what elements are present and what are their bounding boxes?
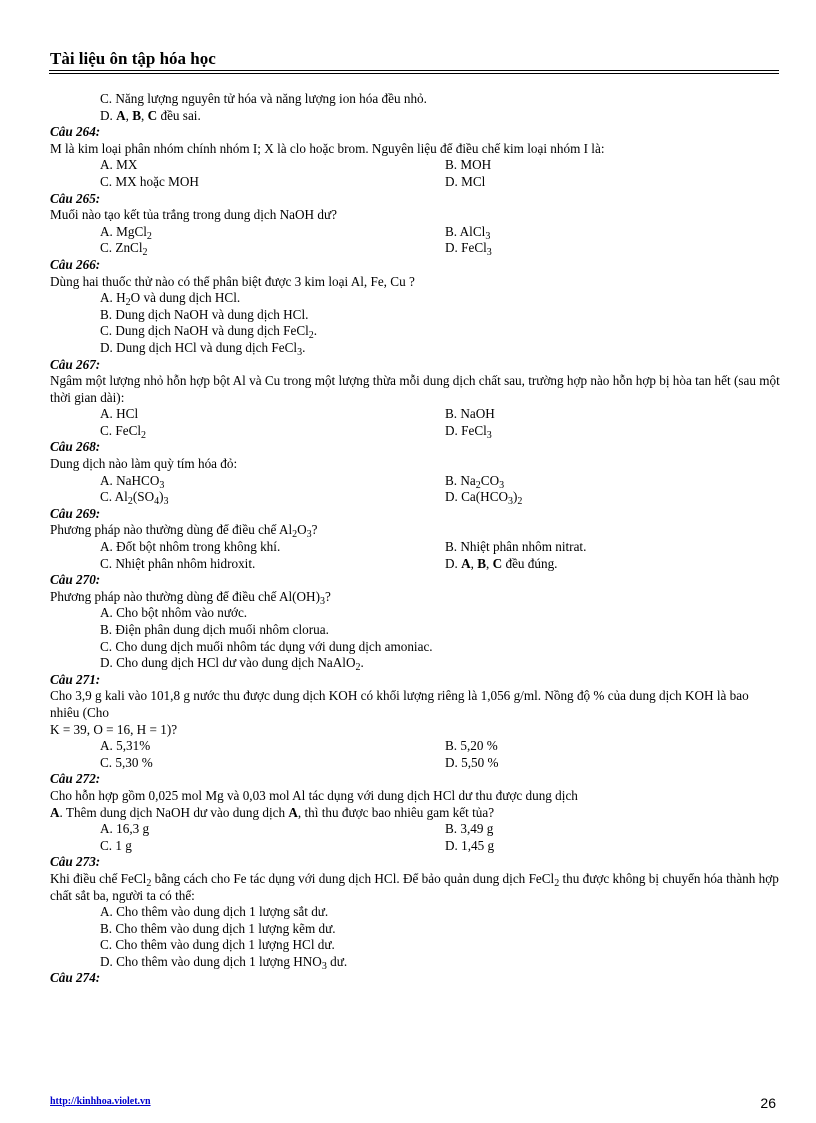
answer-option: B. MOH (445, 157, 492, 173)
option-row (50, 473, 780, 490)
answer-option: B. 3,49 g (445, 821, 494, 837)
answer-option: D. A, B, C đều sai. (100, 107, 201, 123)
answer-option: C. $Al_2(SO_4)_3$ (100, 489, 169, 508)
answer-option: B. Điện phân dung dịch muối nhôm clorua. (100, 622, 329, 637)
question-label: Câu 274: (50, 970, 101, 986)
question-label: Câu 266: (50, 256, 101, 272)
header-rule (49, 70, 779, 71)
answer-option: C. FeCl$_2$ (100, 422, 147, 441)
question-label: Câu 264: (50, 124, 101, 140)
question-stem: Muối nào tạo kết tủa trắng trong dung dịch NaOH dư? (50, 207, 337, 223)
question-list (50, 91, 780, 987)
answer-option: A. Cho thêm vào dung dịch 1 lượng sắt dư. (100, 904, 329, 920)
answer-option: B. Cho thêm vào dung dịch 1 lượng kẽm dư. (100, 920, 336, 936)
answer-option: C. Năng lượng nguyên tử hóa và năng lượng ion hóa đều nhỏ. (100, 91, 427, 106)
answer-option: B. AlCl$_3$ (445, 223, 491, 242)
option-row (50, 556, 780, 573)
answer-option: C. 1 g (100, 837, 132, 853)
header-rule-thin (49, 73, 779, 74)
answer-option: D. Dung dịch HCl và dung dịch FeCl$_3$. (100, 339, 306, 358)
page-title: Tài liệu ôn tập hóa học (50, 49, 216, 68)
answer-option: B. $Na_2CO_3$ (445, 472, 505, 491)
option-row (50, 423, 780, 440)
page-number: 26 (760, 1095, 776, 1111)
option-row (50, 240, 780, 257)
answer-option: A. NaHCO$_3$ (100, 472, 165, 491)
option-row (50, 738, 780, 755)
answer-option: D. FeCl$_3$ (445, 240, 492, 259)
question-label: Câu 267: (50, 356, 101, 372)
answer-option: D. FeCl$_3$ (445, 422, 492, 441)
question-stem: M là kim loại phân nhóm chính nhóm I; X là clo hoặc brom. Nguyên liệu để điều chế kim loại nhóm I là: (50, 140, 605, 156)
option-row (50, 224, 780, 241)
answer-option: C. MX hoặc MOH (100, 173, 199, 189)
answer-option: B. 5,20 % (445, 738, 498, 754)
question-label: Câu 269: (50, 505, 101, 521)
answer-option: C. ZnCl$_2$ (100, 240, 148, 259)
option-row (50, 539, 780, 556)
answer-option: D. 5,50 % (445, 754, 499, 770)
option-row (50, 821, 780, 838)
option-row (50, 755, 780, 772)
answer-option: A. Cho bột nhôm vào nước. (100, 605, 248, 621)
question-stem: Khi điều chế FeCl$_2$ bằng cách cho Fe tác dụng với dung dịch HCl. Để bảo quản dung dịch FeCl$_2$ thu được không bị chuyển hóa thành hợp chất sắt ba, người ta có thể: (50, 870, 779, 903)
question-label: Câu 265: (50, 190, 101, 206)
option-row (50, 174, 780, 191)
answer-option: D. A, B, C đều đúng. (445, 555, 558, 571)
footer-link[interactable]: http://kinhhoa.violet.vn (50, 1096, 151, 1107)
question-label: Câu 272: (50, 771, 101, 787)
question-stem: Cho hỗn hợp gồm 0,025 mol Mg và 0,03 mol Al tác dụng với dung dịch HCl dư thu được dung dịch A. Thêm dung dịch NaOH dư vào dung dịch A, thì thu được bao nhiêu gam kết tủa? (50, 787, 578, 820)
answer-option: A. HCl (100, 406, 139, 422)
answer-option: A. $H_2O$ và dung dịch HCl. (100, 290, 241, 309)
answer-option: A. MgCl$_2$ (100, 223, 152, 242)
answer-option: C. Cho dung dịch muối nhôm tác dụng với dung dịch amoniac. (100, 638, 433, 654)
option-row (50, 489, 780, 506)
question-label: Câu 270: (50, 572, 101, 588)
answer-option: A. Đốt bột nhôm trong không khí. (100, 539, 281, 555)
answer-option: C. 5,30 % (100, 754, 153, 770)
question-stem: Dùng hai thuốc thử nào có thể phân biệt được 3 kim loại Al, Fe, Cu ? (50, 273, 415, 289)
answer-option: D. Cho thêm vào dung dịch 1 lượng $HNO_3$ dư. (100, 953, 348, 972)
answer-option: A. 5,31% (100, 738, 151, 754)
question-stem: Phương pháp nào thường dùng để điều chế $Al_2O_3$? (50, 522, 318, 541)
answer-option: C. Dung dịch NaOH và dung dịch FeCl$_2$. (100, 323, 318, 342)
answer-option: D. 1,45 g (445, 837, 495, 853)
question-stem: Ngâm một lượng nhỏ hỗn hợp bột Al và Cu trong một lượng thừa mỗi dung dịch chất sau, trường hợp nào hỗn hợp bị hòa tan hết (sau một thời gian dài): (50, 373, 780, 405)
answer-option: A. 16,3 g (100, 821, 150, 837)
option-row (50, 157, 780, 174)
option-row (50, 406, 780, 423)
question-label: Câu 268: (50, 439, 101, 455)
answer-option: D. MCl (445, 173, 486, 189)
question-label: Câu 271: (50, 671, 101, 687)
question-label: Câu 273: (50, 854, 101, 870)
answer-option: B. NaOH (445, 406, 495, 422)
question-stem: Dung dịch nào làm quỳ tím hóa đỏ: (50, 456, 238, 472)
option-row (50, 838, 780, 855)
answer-option: C. Nhiệt phân nhôm hidroxit. (100, 555, 256, 571)
answer-option: C. Cho thêm vào dung dịch 1 lượng HCl dư. (100, 937, 335, 953)
question-stem: Phương pháp nào thường dùng để điều chế $Al(OH)_3$? (50, 588, 331, 607)
answer-option: A. MX (100, 157, 138, 173)
question-stem: Cho 3,9 g kali vào 101,8 g nước thu được dung dịch KOH có khối lượng riêng là 1,056 g/ml. Nồng độ % của dung dịch KOH là bao nhiêu (Cho K = 39, O = 16, H = 1)? (50, 688, 749, 737)
answer-option: B. Nhiệt phân nhôm nitrat. (445, 539, 587, 555)
answer-option: D. $Ca(HCO_3)_2$ (445, 489, 523, 508)
answer-option: B. Dung dịch NaOH và dung dịch HCl. (100, 306, 309, 322)
answer-option: D. Cho dung dịch HCl dư vào dung dịch NaAlO$_2$. (100, 655, 364, 674)
